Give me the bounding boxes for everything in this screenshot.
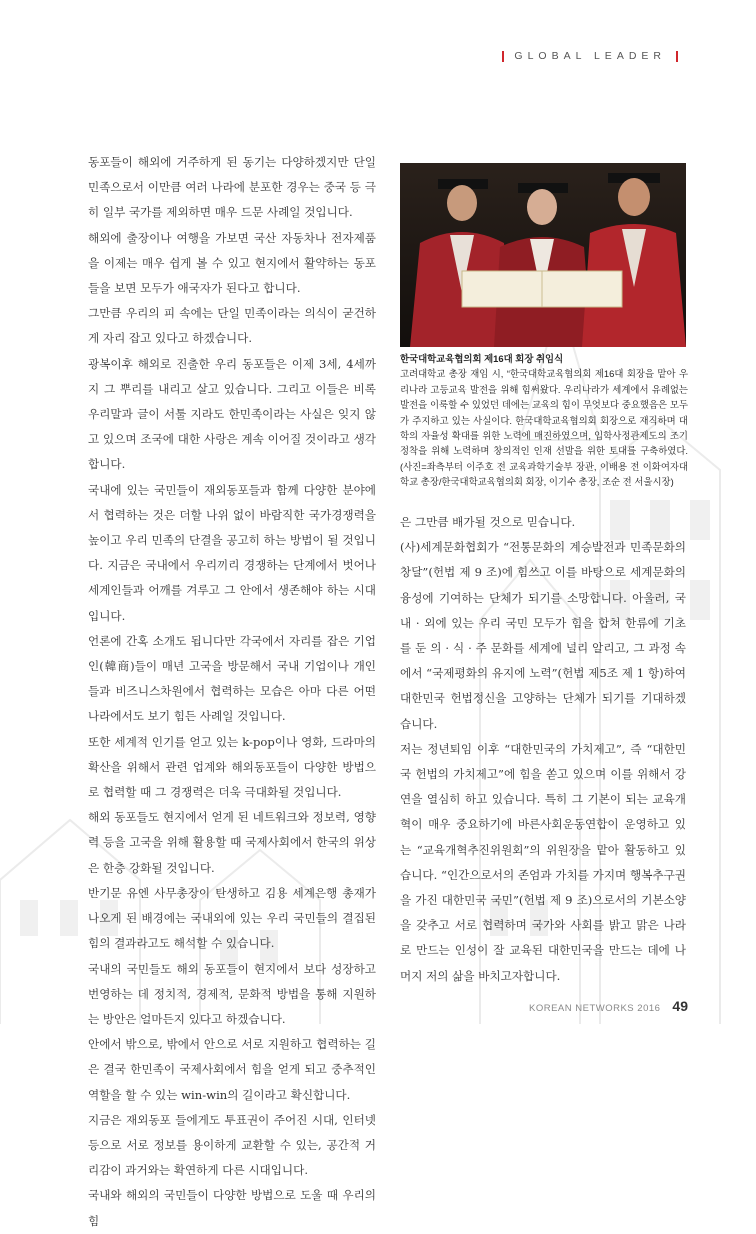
paragraph: 국내의 국민들도 해외 동포들이 현지에서 보다 성장하고 번영하는 데 정치적, 경제적, 문화적 방법을 통해 지원하는 방안은 얼마든지 있다고 하겠습니다. — [88, 961, 376, 1026]
paragraph: 국내에 있는 국민들이 재외동포들과 함께 다양한 분야에서 협력하는 것은 더할 나위 없이 바람직한 국가경쟁력을 높이고 우리 민족의 단결을 공고히 하는 방법이 될 것입니다. 지금은 국내에서 우리끼리 경쟁하는 단계에서 벗어나 세계인들과 어깨를 겨루고 그 안에서 생존해야 하는 시대입니다. — [88, 482, 376, 623]
paragraph: 광복이후 해외로 진출한 우리 동포들은 이제 3세, 4세까지 그 뿌리를 내리고 살고 있습니다. 그리고 이들은 비록 우리말과 글이 서툴 지라도 한민족이라는 사실은 잊지 않고 있으며 조국에 대한 사랑은 계속 이어질 것이라고 생각합니다. — [88, 356, 376, 472]
photo-caption — [400, 351, 688, 490]
paragraph: 저는 정년퇴임 이후 “대한민국의 가치제고”, 즉 “대한민국 헌법의 가치제고”에 힘을 쏟고 있으며 이를 위해서 강연을 열심히 하고 있습니다. 특히 그 기본이 되는 교육개혁이 매우 중요하기에 바른사회운동연합이 운영하고 있는 “교육개혁추진위원회”의 위원장을 맡아 활동하고 있습니다. “인간으로서의 존엄과 가치를 가지며 행복추구권을 가진 대한민국 국민”(헌법 제 9 조)으로서의 기본소양을 갖추고 서로 협력하며 국가와 사회를 밝고 맑은 나라로 만드는 인성이 잘 교육된 대한민국을 만드는 데에 나머지 저의 삶을 바치고자합니다. — [400, 741, 686, 983]
paragraph: 지금은 재외동포 들에게도 투표권이 주어진 시대, 인터넷 등으로 서로 정보를 용이하게 교환할 수 있는, 공간적 거리감이 과거와는 확연하게 다른 시대입니다. — [88, 1112, 376, 1178]
paragraph: (사)세계문화협회가 “전통문화의 계승발전과 민족문화의 창달”(헌법 제 9 조)에 힘쓰고 이를 바탕으로 세계문화의 융성에 기여하는 단체가 되기를 소망합니다. 아울러, 국내 · 외에 있는 우리 국민 모두가 힘을 합쳐 한류에 기초를 둔 의 · 식 · 주 문화를 세계에 널리 알리고, 그 과정 속에서 “국제평화의 유지에 노력”(헌법 제5조 제 1 항)하여 대한민국 헌법정신을 고양하는 단체가 되기를 기대하겠습니다. — [400, 540, 686, 731]
paragraph: 은 그만큼 배가될 것으로 믿습니다. — [400, 515, 576, 529]
caption-title: 한국대학교육협의회 제16대 회장 취임식 — [400, 353, 564, 364]
paragraph: 동포들이 해외에 거주하게 된 동기는 다양하겠지만 단일 민족으로서 이만큼 여러 나라에 분포한 경우는 중국 등 극히 일부 국가를 제외하면 매우 드문 사례일 것입니다. — [88, 155, 376, 220]
ceremony-photo-illustration — [400, 163, 686, 347]
header-left-bar — [502, 51, 504, 62]
left-text-column — [88, 150, 376, 1234]
caption-body: 고려대학교 총장 재임 시, “한국대학교육협의회 제16대 회장을 맡아 우리나라 고등교육 발전을 위해 힘써왔다. 우리나라가 세계에서 유례없는 발전을 이룩할 수 있었던 데에는 교육의 힘이 무엇보다 중요했음은 모두가 주지하고 있는 사실이다. 한국대학교육협의회 회장으로 재직하며 대학의 자율성 확대를 위한 노력에 매진하였으며, 입학사정관제도의 조기 정착을 위해 노력하며 창의적인 인재 선발을 위한 토대를 구축하였다. (사진=좌측부터 이주호 전 교육과학기술부 장관, 이배용 전 이화여자대학교 총장/한국대학교육협의회 회장, 이기수 총장, 조순 전 서울시장) — [400, 368, 688, 488]
magazine-name: KOREAN NETWORKS 2016 — [529, 1003, 661, 1014]
paragraph: 해외에 출장이나 여행을 가보면 국산 자동차나 전자제품을 이제는 매우 쉽게 볼 수 있고 현지에서 활약하는 동포들을 보면 모두가 애국자가 된다고 합니다. — [88, 230, 376, 296]
paragraph: 반기문 유엔 사무총장이 탄생하고 김용 세계은행 총재가 나오게 된 배경에는 국내외에 있는 우리 국민들의 결집된 힘의 결과라고도 해석할 수 있습니다. — [88, 885, 376, 951]
paragraph: 안에서 밖으로, 밖에서 안으로 서로 지원하고 협력하는 길은 결국 한민족이 국제사회에서 힘을 얻게 되고 중추적인 역할을 할 수 있는 win-win의 길이라고 확신합니다. — [88, 1037, 376, 1102]
page-number: 49 — [672, 998, 688, 1014]
right-text-column — [400, 510, 686, 989]
section-title: GLOBAL LEADER — [514, 50, 666, 62]
page-footer — [529, 998, 688, 1014]
paragraph: 해외 동포들도 현지에서 얻게 된 네트워크와 정보력, 영향력 등을 고국을 위해 활용할 때 국제사회에서 한국의 위상은 한층 강화될 것입니다. — [88, 810, 376, 875]
paragraph: 그만큼 우리의 피 속에는 단일 민족이라는 의식이 굳건하게 자리 잡고 있다고 하겠습니다. — [88, 306, 376, 346]
paragraph: 언론에 간혹 소개도 됩니다만 각국에서 자리를 잡은 기업인(韓商)들이 매년 고국을 방문해서 국내 기업이나 개인들과 비즈니스차원에서 협력하는 모습은 아마 다른 어떤 나라에서도 보기 힘든 사례일 것입니다. — [88, 633, 376, 724]
ceremony-photo — [400, 163, 686, 347]
section-header — [492, 50, 688, 62]
paragraph: 국내와 해외의 국민들이 다양한 방법으로 도울 때 우리의 힘 — [88, 1188, 376, 1228]
header-right-bar — [676, 51, 678, 62]
paragraph: 또한 세계적 인기를 얻고 있는 k-pop이나 영화, 드라마의 확산을 위해서 관련 업계와 해외동포들이 다양한 방법으로 협력할 때 그 경쟁력은 더욱 극대화될 것입니다. — [88, 734, 376, 800]
